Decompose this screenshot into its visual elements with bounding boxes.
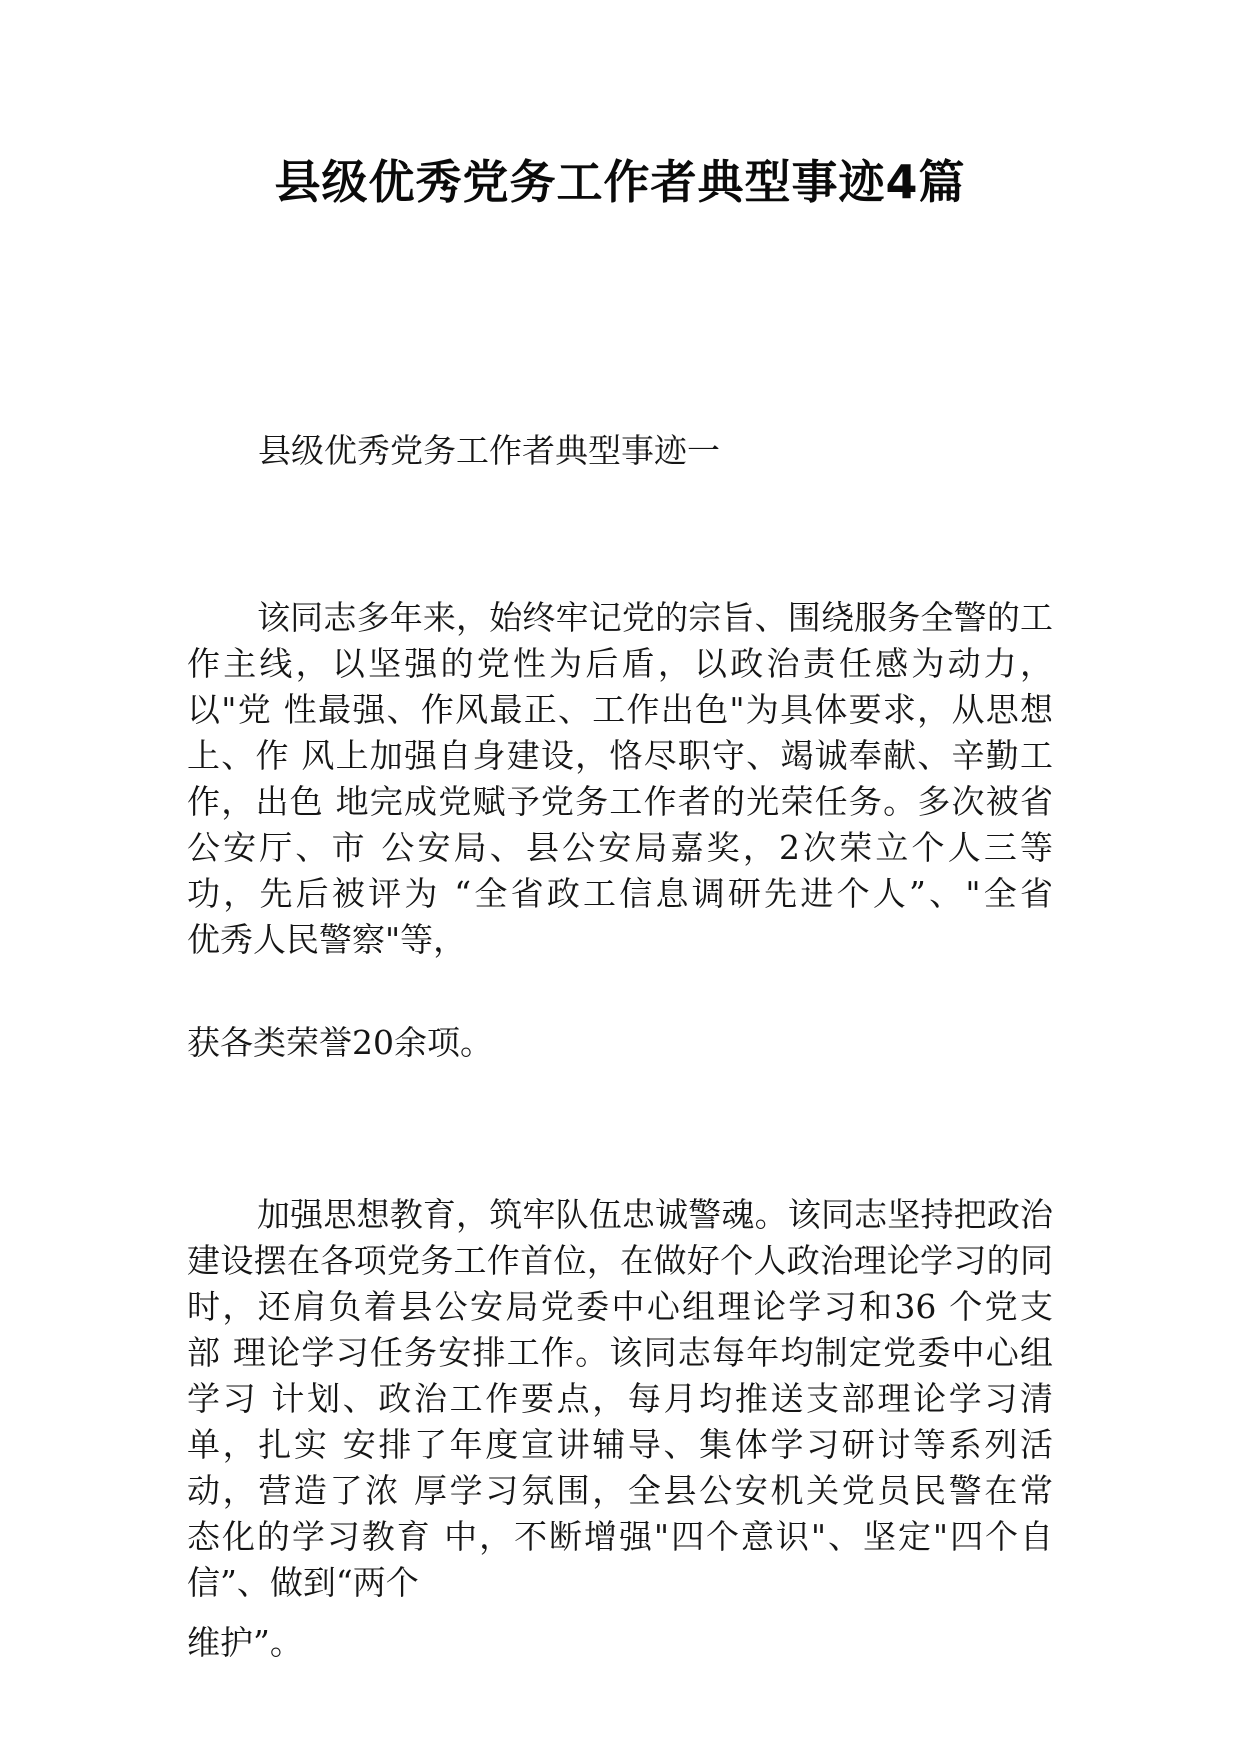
paragraph-line: 维护”。 bbox=[187, 1623, 303, 1662]
paragraph-line: 动，营造了浓 厚学习氛围，全县公安机关党员民警在常 bbox=[187, 1471, 1053, 1510]
paragraph-line: 建设摆在各项党务工作首位，在做好个人政治理论学习的同 bbox=[187, 1241, 1053, 1280]
paragraph-line: 作主线，以坚强的党性为后盾，以政治责任感为动力， bbox=[187, 644, 1053, 683]
paragraph-1-tail bbox=[187, 1020, 1053, 1066]
paragraph-line: 该同志多年来，始终牢记党的宗旨、围绕服务全警的工 bbox=[257, 598, 1053, 637]
paragraph-line: 获各类荣誉20余项。 bbox=[187, 1023, 493, 1062]
paragraph-line: 信”、做到“两个 bbox=[187, 1563, 419, 1602]
paragraph-line: 单，扎实 安排了年度宣讲辅导、集体学习研讨等系列活 bbox=[187, 1425, 1053, 1464]
paragraph-line: 部 理论学习任务安排工作。该同志每年均制定党委中心组 bbox=[187, 1333, 1053, 1372]
paragraph-line: 功，先后被评为 “全省政工信息调研先进个人”、"全省 bbox=[187, 874, 1053, 913]
paragraph-line: 上、作 风上加强自身建设，恪尽职守、竭诚奉献、辛勤工 bbox=[187, 736, 1053, 775]
document-title: 县级优秀党务工作者典型事迹4篇 bbox=[274, 155, 966, 209]
paragraph-line: 以"党 性最强、作风最正、工作出色"为具体要求，从思想 bbox=[187, 690, 1053, 729]
paragraph-line: 公安厅、市 公安局、县公安局嘉奖，2次荣立个人三等 bbox=[187, 828, 1053, 867]
paragraph-2 bbox=[187, 1192, 1053, 1606]
paragraph-line: 学习 计划、政治工作要点，每月均推送支部理论学习清 bbox=[187, 1379, 1053, 1418]
section-heading: 县级优秀党务工作者典型事迹一 bbox=[258, 431, 720, 470]
paragraph-1 bbox=[187, 595, 1053, 963]
paragraph-line: 态化的学习教育 中，不断增强"四个意识"、坚定"四个自 bbox=[187, 1517, 1053, 1556]
paragraph-2-tail bbox=[187, 1620, 1053, 1666]
paragraph-line: 时，还肩负着县公安局党委中心组理论学习和36 个党支 bbox=[187, 1287, 1053, 1326]
paragraph-line: 加强思想教育，筑牢队伍忠诚警魂。该同志坚持把政治 bbox=[257, 1195, 1053, 1234]
paragraph-line: 作，出色 地完成党赋予党务工作者的光荣任务。多次被省 bbox=[187, 782, 1053, 821]
paragraph-line: 优秀人民警察"等， bbox=[187, 920, 467, 959]
